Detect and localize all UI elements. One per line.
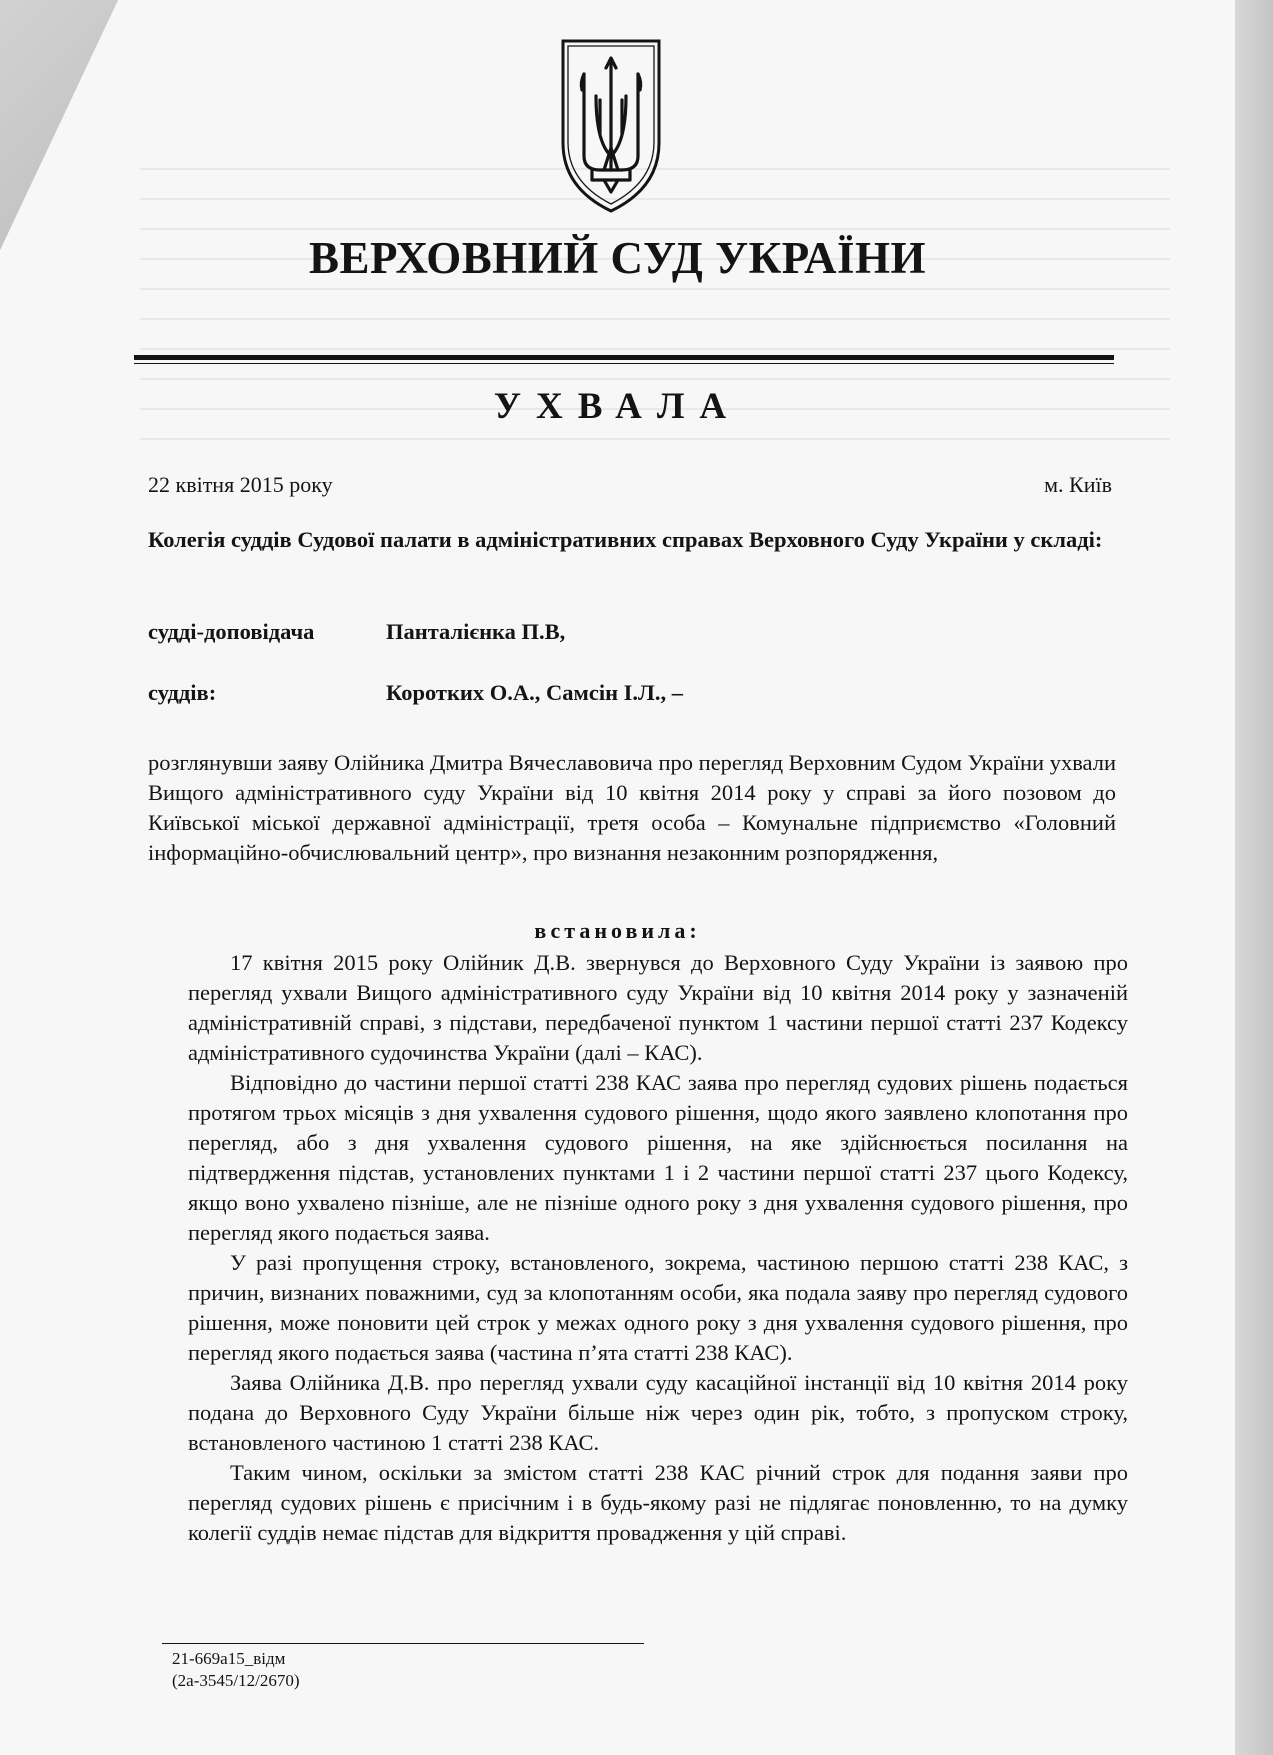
judges-names: Коротких О.А., Самсін І.Л., – bbox=[386, 680, 683, 705]
header-divider-thin bbox=[134, 363, 1114, 364]
document-city: м. Київ bbox=[1044, 472, 1112, 497]
header-divider-thick bbox=[134, 355, 1114, 360]
judges-label: суддів: bbox=[148, 680, 217, 705]
paragraph: У разі пропущення строку, встановленого, зокрема, частиною першою статті 238 КАС, з причин, визнаних поважними, суд за клопотанням особи, яка подала заяву про перегляд судового рішення, може поновити цей строк у межах одного року з дня ухвалення судового рішення, про перегляд якого подається заява (частина п’ята статті 238 КАС). bbox=[188, 1250, 1128, 1365]
page-edge bbox=[1235, 0, 1273, 1755]
body-text bbox=[188, 948, 1128, 1548]
paragraph: Заява Олійника Д.В. про перегляд ухвали суду касаційної інстанції від 10 квітня 2014 року подана до Верховного Суду України більше ніж через один рік, тобто, з пропуском строку, встановленого частиною 1 статті 238 КАС. bbox=[188, 1370, 1128, 1455]
paragraph: Відповідно до частини першої статті 238 КАС заява про перегляд судових рішень подається протягом трьох місяців з дня ухвалення судового рішення, щодо якого заявлено клопотання про перегляд, або з дня ухвалення судового рішення, на яке здійснюється посилання на підтвердження підстав, установлених пунктами 1 і 2 частини першої статті 237 цього Кодексу, якщо воно ухвалено пізніше, але не пізніше одного року з дня ухвалення судового рішення, про перегляд якого подається заява. bbox=[188, 1070, 1128, 1245]
footer-divider bbox=[162, 1643, 644, 1644]
paragraph: Таким чином, оскільки за змістом статті 238 КАС річний строк для подання заяви про перегляд судових рішень є присічним і в будь-якому разі не підлягає поновленню, то на думку колегії суддів немає підстав для відкриття провадження у цій справі. bbox=[188, 1460, 1128, 1545]
established-heading: встановила: bbox=[534, 918, 701, 943]
dateline bbox=[148, 472, 1112, 498]
court-name: ВЕРХОВНИЙ СУД УКРАЇНИ bbox=[308, 233, 927, 283]
coat-of-arms-trident-icon bbox=[560, 38, 662, 214]
document-date: 22 квітня 2015 року bbox=[148, 472, 333, 497]
paragraph: 17 квітня 2015 року Олійник Д.В. звернувся до Верховного Суду України із заявою про перегляд ухвали Вищого адміністративного суду України від 10 квітня 2014 року у зазначеній адміністративній справі, з підстави, передбаченої пунктом 1 частини першої статті 237 Кодексу адміністративного судочинства України (далі – КАС). bbox=[188, 950, 1128, 1065]
reporting-judge-label: судді-доповідача bbox=[148, 619, 315, 644]
panel-composition: Колегія суддів Судової палати в адміністративних справах Верховного Суду України у складі: bbox=[148, 527, 1103, 552]
document-type: УХВАЛА bbox=[493, 386, 742, 427]
intro-paragraph: розглянувши заяву Олійника Дмитра Вячеславовича про перегляд Верховним Судом України ухвали Вищого адміністративного суду України від 10 квітня 2014 року у справі за його позовом до Київської міської державної адміністрації, третя особа – Комунальне підприємство «Головний інформаційно-обчислювальний центр», про визнання незаконним розпорядження, bbox=[148, 750, 1116, 865]
reporting-judge-name: Панталієнка П.В, bbox=[386, 619, 566, 644]
case-number: (2а-3545/12/2670) bbox=[172, 1671, 300, 1690]
footer bbox=[172, 1648, 299, 1692]
document-code: 21-669а15_відм bbox=[172, 1649, 286, 1668]
